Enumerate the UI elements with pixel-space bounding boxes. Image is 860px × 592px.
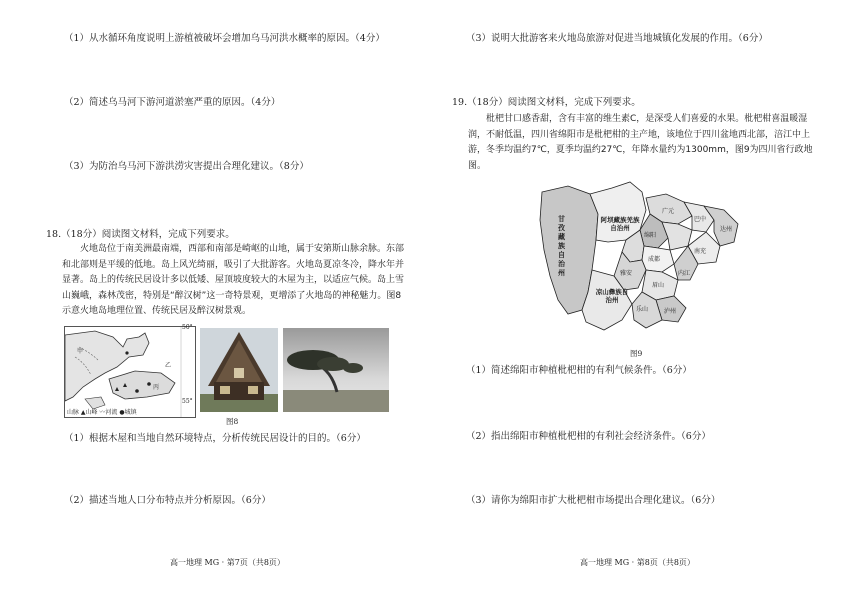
traditional-house-photo bbox=[200, 328, 278, 412]
svg-text:丙: 丙 bbox=[153, 384, 160, 391]
page-7-footer: 高一地理 MG · 第7页（共8页） bbox=[170, 558, 285, 567]
question-19-part-2: （2）指出绵阳市种植枇杷柑的有利社会经济条件。（6分） bbox=[466, 431, 711, 442]
map-legend: 山脉 ▲山峰 〰河流 ●城镇 bbox=[67, 409, 137, 416]
map-label-aba: 阿坝藏族羌族自治州 bbox=[600, 216, 640, 232]
map-label-nanchong: 南充 bbox=[694, 248, 707, 255]
page-8-footer: 高一地理 MG · 第8页（共8页） bbox=[580, 558, 695, 567]
map-label-chengdu: 成都 bbox=[648, 256, 661, 263]
sichuan-map bbox=[538, 180, 748, 340]
map-label-dazhou: 达州 bbox=[720, 226, 733, 233]
question-19-material: 枇杷甘口感香甜，含有丰富的维生素C，是深受人们喜爱的水果。枇杷柑喜温暖湿润，不耐低温，四川省绵阳市是枇杷柑的主产地，该地位于四川盆地西北部，涪江中上游，冬季均温约7℃，夏季均温约27℃，年降水量约为1300mm，图9为四川省行政地图。 bbox=[468, 114, 813, 171]
question-18-part-1: （1）根据木屋和当地自然环境特点，分析传统民居设计的目的。（6分） bbox=[64, 433, 366, 444]
question-17-part-2: （2）简述乌马河下游河道淤塞严重的原因。（4分） bbox=[64, 97, 281, 108]
question-17-part-3: （3）为防治乌马河下游洪涝灾害提出合理化建议。（8分） bbox=[64, 161, 309, 172]
map-label-ganzi: 甘孜藏族自治州 bbox=[558, 214, 565, 277]
map-label-neijiang: 内江 bbox=[678, 270, 691, 277]
map-label-yaan: 雅安 bbox=[620, 270, 633, 277]
map-label-meishan: 眉山 bbox=[652, 282, 665, 289]
question-19-header: 19.（18分）阅读图文材料，完成下列要求。 bbox=[452, 97, 641, 108]
latitude-50-label: 50° bbox=[182, 324, 193, 331]
map-label-liangshan: 凉山彝族自治州 bbox=[595, 288, 629, 304]
svg-text:乙: 乙 bbox=[165, 362, 172, 369]
tierra-del-fuego-map bbox=[64, 326, 196, 418]
map-label-bazhong: 巴中 bbox=[694, 216, 707, 223]
question-17-part-1: （1）从水循环角度说明上游植被破坏会增加乌马河洪水概率的原因。（4分） bbox=[64, 33, 385, 44]
question-19-part-1: （1）简述绵阳市种植枇杷柑的有利气候条件。（6分） bbox=[466, 365, 692, 376]
figure-8-caption: 图8 bbox=[226, 417, 239, 426]
question-18-material: 火地岛位于南美洲最南端，西部和南部是崎岖的山地，属于安第斯山脉余脉。东部和北部则是平缓的低地。岛上风光绮丽，吸引了大批游客。火地岛夏凉冬冷，降水年并显著。岛上的传统民居设计多以低矮、屋顶坡度较大的木屋为主，以适应气候。岛上雪山巍峨，森林茂密，特别是“醉汉树”这一奇特景观，更增添了火地岛的神秘魅力。图8示意火地岛地理位置、传统民居及醉汉树景观。 bbox=[62, 244, 405, 316]
question-18-part-3: （3）说明大批游客来火地岛旅游对促进当地城镇化发展的作用。（6分） bbox=[466, 33, 768, 44]
question-18-part-2: （2）描述当地人口分布特点并分析原因。（6分） bbox=[64, 495, 271, 506]
sichuan-map-drawing bbox=[538, 180, 748, 340]
latitude-55-label: 55° bbox=[182, 398, 193, 405]
map-label-luzhou: 泸州 bbox=[664, 308, 677, 315]
map-label-guangyuan: 广元 bbox=[662, 208, 675, 215]
map-label-mianyang: 绵阳 bbox=[644, 232, 657, 239]
map-label-leshan: 乐山 bbox=[636, 306, 649, 313]
question-19-part-3: （3）请你为绵阳市扩大枇杷柑市场提出合理化建议。（6分） bbox=[466, 495, 721, 506]
svg-text:甲: 甲 bbox=[77, 348, 84, 355]
question-18-header: 18.（18分）阅读图文材料，完成下列要求。 bbox=[46, 229, 235, 240]
right-page bbox=[430, 0, 860, 592]
map-drawing bbox=[65, 327, 195, 417]
figure-9-caption: 图9 bbox=[630, 349, 643, 358]
drunken-tree-photo bbox=[283, 328, 389, 412]
